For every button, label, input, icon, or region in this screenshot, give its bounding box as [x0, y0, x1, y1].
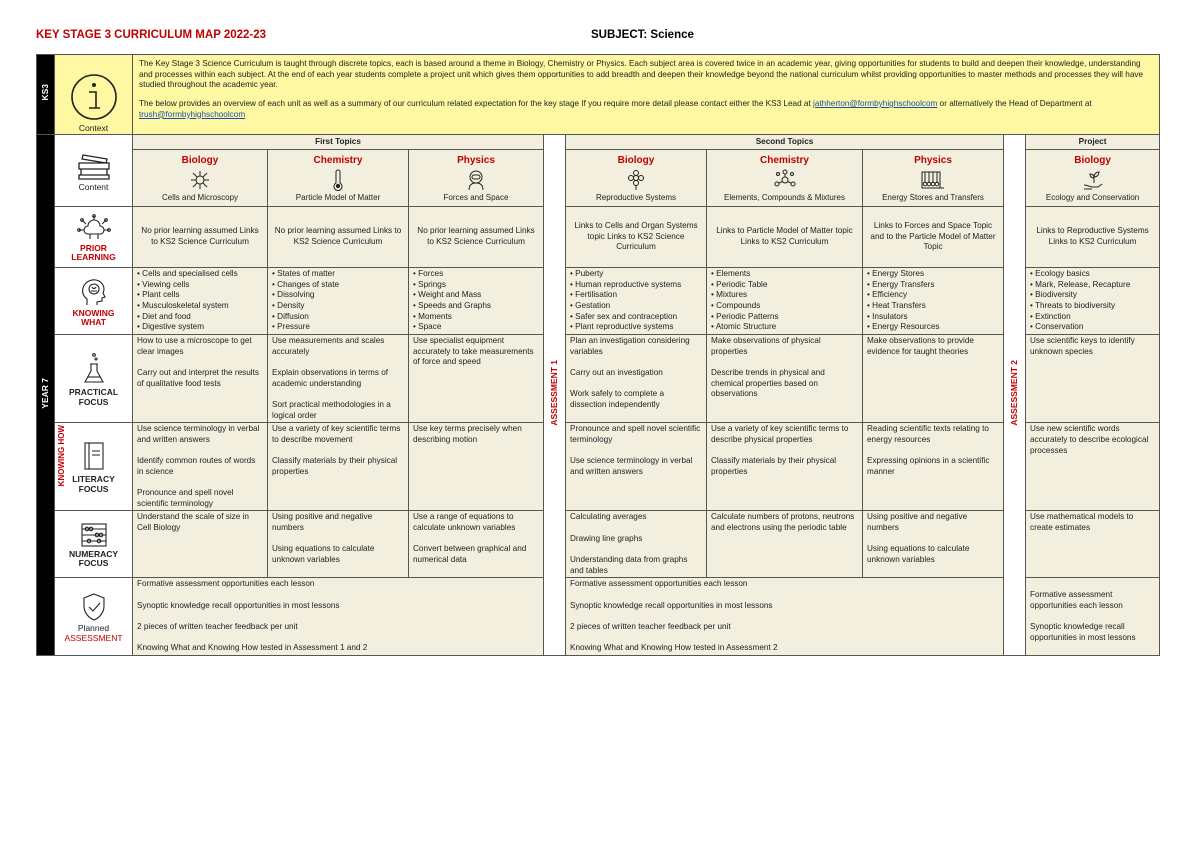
- knowing-what-cell: [409, 268, 544, 335]
- practical-cell: Use specialist equipment accurately to take measurements of force and speed: [409, 334, 544, 422]
- microorganism-icon: [189, 169, 211, 191]
- brain-network-icon: [76, 214, 112, 242]
- list-item: • Moments: [413, 312, 539, 323]
- knowing-what-cell: [133, 268, 268, 335]
- practical-cell: Plan an investigation considering variables Carry out an investigation Work safely to complete a dissection independently: [566, 334, 707, 422]
- context-paragraph-1: The Key Stage 3 Science Curriculum is taught through discrete topics, each is based around a theme in Biology, Chemistry or Physics. Each subject area is covered twice in an academic year, giving opportunities for students to build and deepen their knowledge, understanding and processes within each subject. At the end of each year students complete a project unit which gives them opportunities to add breadth and deepen their knowledge beyond the national curriculum whilst providing opportunities to master methods and processes they will have studied throughout the academic year.: [139, 59, 1144, 90]
- list-item: • Energy Stores: [867, 269, 999, 280]
- list-item: • Fertilisation: [570, 290, 702, 301]
- list-item: • Conservation: [1030, 322, 1155, 333]
- literacy-cell: Use a variety of key scientific terms to describe physical properties Classify materials by their physical properties: [707, 423, 863, 511]
- numeracy-label-cell: NUMERACY FOCUS: [55, 511, 133, 578]
- list-item: • Efficiency: [867, 290, 999, 301]
- knowing-what-row: [37, 268, 1160, 335]
- ks3-lead-email-link[interactable]: jathherton@formbyhighschoolcom: [813, 98, 938, 108]
- knowing-what-cell: [566, 268, 707, 335]
- newtons-cradle-icon: [920, 169, 946, 191]
- list-item: • Threats to biodiversity: [1030, 301, 1155, 312]
- unit-cell: Biology Reproductive Systems: [566, 150, 707, 207]
- knowing-how-label: KNOWING HOW: [57, 425, 66, 487]
- list-item: • Extinction: [1030, 312, 1155, 323]
- list-item: • Springs: [413, 280, 539, 291]
- list-item: • Safer sex and contraception: [570, 312, 702, 323]
- list-item: • Digestive system: [137, 322, 263, 333]
- list-item: • Insulators: [867, 312, 999, 323]
- prior-learning-row: [37, 207, 1160, 268]
- list-item: • Plant cells: [137, 290, 263, 301]
- literacy-cell: Use key terms precisely when describing motion: [409, 423, 544, 511]
- flask-icon: [81, 352, 107, 386]
- practical-cell: Make observations of physical properties Describe trends in physical and chemical properties based on observations: [707, 334, 863, 422]
- list-item: • Changes of state: [272, 280, 404, 291]
- list-item: • Compounds: [711, 301, 858, 312]
- context-label-cell: [55, 55, 133, 135]
- knowing-what-cell: [707, 268, 863, 335]
- list-item: • Mark, Release, Recapture: [1030, 280, 1155, 291]
- list-item: • Periodic Patterns: [711, 312, 858, 323]
- list-item: • Pressure: [272, 322, 404, 333]
- prior-cell: Links to Cells and Organ Systems topic Links to KS2 Science Curriculum: [566, 207, 707, 268]
- info-icon: [69, 72, 119, 122]
- unit-cell: Chemistry Elements, Compounds & Mixtures: [707, 150, 863, 207]
- second-topics-header: Second Topics: [566, 135, 1004, 150]
- subject-title: SUBJECT: Science: [591, 29, 694, 41]
- list-item: • Periodic Table: [711, 280, 858, 291]
- astronaut-icon: [465, 169, 487, 191]
- project-header: Project: [1026, 135, 1160, 150]
- practical-focus-row: [37, 334, 1160, 422]
- content-label-cell: [55, 135, 133, 207]
- prior-cell: No prior learning assumed Links to KS2 Science Curriculum: [268, 207, 409, 268]
- list-item: • Ecology basics: [1030, 269, 1155, 280]
- list-item: • Mixtures: [711, 290, 858, 301]
- list-item: • States of matter: [272, 269, 404, 280]
- knowing-what-cell: [1026, 268, 1160, 335]
- assessment1-column: ASSESSMENT 1: [544, 135, 566, 656]
- assessment2-column: ASSESSMENT 2: [1004, 135, 1026, 656]
- plant-hand-icon: [1082, 169, 1104, 191]
- project-assessment-cell: Formative assessment opportunities each lesson Synoptic knowledge recall opportunities in most lessons: [1026, 578, 1160, 656]
- numeracy-focus-row: [37, 511, 1160, 578]
- books-icon: [75, 151, 113, 181]
- abacus-icon: [80, 522, 108, 548]
- prior-learning-label-cell: PRIOR LEARNING: [55, 207, 133, 268]
- list-item: • Atomic Structure: [711, 322, 858, 333]
- unit-cell: Chemistry Particle Model of Matter: [268, 150, 409, 207]
- hod-email-link[interactable]: trush@formbyhighschoolcom: [139, 109, 246, 119]
- list-item: • Space: [413, 322, 539, 333]
- numeracy-cell: Understand the scale of size in Cell Biology: [133, 511, 268, 578]
- context-text: [133, 55, 1160, 135]
- knowing-what-label-cell: KNOWING WHAT: [55, 268, 133, 335]
- context-row: [37, 55, 1160, 135]
- list-item: • Elements: [711, 269, 858, 280]
- molecule-icon: [774, 169, 796, 191]
- unit-cell: Biology Ecology and Conservation: [1026, 150, 1160, 207]
- list-item: • Human reproductive systems: [570, 280, 702, 291]
- practical-cell: Use measurements and scales accurately Explain observations in terms of academic understanding Sort practical methodologies in a logical order: [268, 334, 409, 422]
- literacy-label-cell: KNOWING HOW LITERACY FOCUS: [55, 423, 133, 511]
- list-item: • Biodiversity: [1030, 290, 1155, 301]
- literacy-cell: Use science terminology in verbal and written answers Identify common routes of words in science Pronounce and spell novel scientific terminology: [133, 423, 268, 511]
- group-header-row: [37, 135, 1160, 150]
- list-item: • Viewing cells: [137, 280, 263, 291]
- prior-cell: Links to Forces and Space Topic and to the Particle Model of Matter Topic: [863, 207, 1004, 268]
- list-item: • Energy Transfers: [867, 280, 999, 291]
- first-topics-header: First Topics: [133, 135, 544, 150]
- list-item: • Density: [272, 301, 404, 312]
- prior-cell: Links to Particle Model of Matter topic Links to KS2 Curriculum: [707, 207, 863, 268]
- curriculum-table: [36, 54, 1160, 656]
- unit-cell: Biology Cells and Microscopy: [133, 150, 268, 207]
- year7-label: YEAR 7: [37, 135, 55, 656]
- context-label: Context: [78, 122, 109, 133]
- list-item: • Heat Transfers: [867, 301, 999, 312]
- second-assessment-cell: Formative assessment opportunities each lesson Synoptic knowledge recall opportunities in most lessons 2 pieces of written teacher feedback per unit Knowing What and Knowing How tested in Assessment 2: [566, 578, 1004, 656]
- list-item: • Plant reproductive systems: [570, 322, 702, 333]
- page-title: KEY STAGE 3 CURRICULUM MAP 2022-23: [36, 29, 267, 41]
- numeracy-cell: Calculating averages Drawing line graphs Understanding data from graphs and tables: [566, 511, 707, 578]
- content-row: [37, 150, 1160, 207]
- ks3-label: KS3: [37, 55, 55, 135]
- list-item: • Energy Resources: [867, 322, 999, 333]
- list-item: • Dissolving: [272, 290, 404, 301]
- knowing-what-cell: [863, 268, 1004, 335]
- literacy-cell: Use new scientific words accurately to describe ecological processes: [1026, 423, 1160, 511]
- prior-cell: No prior learning assumed Links to KS2 Science Curriculum: [133, 207, 268, 268]
- unit-cell: Physics Energy Stores and Transfers: [863, 150, 1004, 207]
- thermometer-icon: [327, 169, 349, 191]
- numeracy-cell: Using positive and negative numbers Using equations to calculate unknown variables: [268, 511, 409, 578]
- literacy-cell: Use a variety of key scientific terms to describe movement Classify materials by their physical properties: [268, 423, 409, 511]
- assessment-label-cell: Planned ASSESSMENT: [55, 578, 133, 656]
- knowing-what-cell: [268, 268, 409, 335]
- prior-cell: Links to Reproductive Systems Links to KS2 Curriculum: [1026, 207, 1160, 268]
- notebook-icon: [81, 441, 107, 473]
- list-item: • Diet and food: [137, 312, 263, 323]
- numeracy-cell: Use mathematical models to create estimates: [1026, 511, 1160, 578]
- list-item: • Diffusion: [272, 312, 404, 323]
- list-item: • Speeds and Graphs: [413, 301, 539, 312]
- first-assessment-cell: Formative assessment opportunities each lesson Synoptic knowledge recall opportunities in most lessons 2 pieces of written teacher feedback per unit Knowing What and Knowing How tested in Assessment 1 and 2: [133, 578, 544, 656]
- practical-cell: Use scientific keys to identify unknown species: [1026, 334, 1160, 422]
- shield-check-icon: [80, 592, 108, 622]
- practical-cell: Make observations to provide evidence for taught theories: [863, 334, 1004, 422]
- practical-cell: How to use a microscope to get clear images Carry out and interpret the results of qualitative food tests: [133, 334, 268, 422]
- list-item: • Forces: [413, 269, 539, 280]
- unit-cell: Physics Forces and Space: [409, 150, 544, 207]
- numeracy-cell: Use a range of equations to calculate unknown variables Convert between graphical and numerical data: [409, 511, 544, 578]
- list-item: • Gestation: [570, 301, 702, 312]
- list-item: • Puberty: [570, 269, 702, 280]
- content-label: Content: [78, 181, 109, 192]
- numeracy-cell: Calculate numbers of protons, neutrons and electrons using the periodic table: [707, 511, 863, 578]
- list-item: • Musculoskeletal system: [137, 301, 263, 312]
- list-item: • Cells and specialised cells: [137, 269, 263, 280]
- practical-label-cell: PRACTICAL FOCUS: [55, 334, 133, 422]
- literacy-focus-row: [37, 423, 1160, 511]
- planned-assessment-row: [37, 578, 1160, 656]
- head-brain-icon: [79, 277, 109, 307]
- flower-icon: [625, 169, 647, 191]
- prior-cell: No prior learning assumed Links to KS2 Science Curriculum: [409, 207, 544, 268]
- list-item: • Weight and Mass: [413, 290, 539, 301]
- literacy-cell: Pronounce and spell novel scientific terminology Use science terminology in verbal and written answers: [566, 423, 707, 511]
- context-paragraph-2: The below provides an overview of each unit as well as a summary of our curriculum related expectation for the key stage If you require more detail please contact either the KS3 Lead at jathherton@formbyhighschoolcom or alternatively the Head of Department at trush@formbyhighschoolcom: [139, 98, 1092, 119]
- literacy-cell: Reading scientific texts relating to energy resources Expressing opinions in a scientific manner: [863, 423, 1004, 511]
- numeracy-cell: Using positive and negative numbers Using equations to calculate unknown variables: [863, 511, 1004, 578]
